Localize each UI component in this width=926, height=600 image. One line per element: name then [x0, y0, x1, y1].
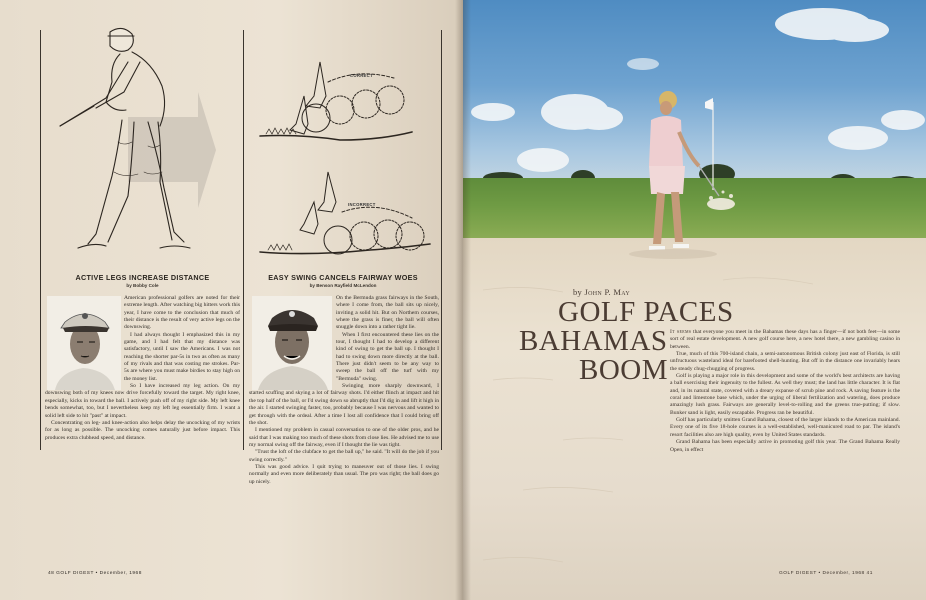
article1-body — [45, 295, 240, 515]
club-impact-diagram — [258, 60, 433, 260]
article1-title: ACTIVE LEGS INCREASE DISTANCE — [75, 273, 210, 282]
right-page-folio: GOLF DIGEST • December, 1968 41 — [779, 571, 873, 576]
article2-body — [249, 295, 439, 570]
lead-smallcaps: It seems — [670, 329, 692, 335]
article1-paragraph: American professional golfers are noted for their extreme length. After watching big hitters work this year, I have come to the conclusion that much of their distance is the result of very active legs on the downswing. — [124, 295, 240, 331]
figure-label-correct: CORRECT — [350, 73, 373, 78]
headline-line-3: BOOM — [579, 354, 669, 386]
article1-paragraph: So I have increased my leg action. On my downswing both of my knees now drive forcefully toward the target. My right knee, especially, kicks in toward the ball. I actively push off of my right side. My left knee bends somewhat, too, but I nevertheless keep my left leg essentially firm. I want a solid left side to hit "past" at impact. — [45, 383, 240, 419]
right-page — [463, 0, 926, 600]
headline-line-2: BAHAMAS — [519, 325, 668, 357]
article-paragraph: Golf has particularly smitten Grand Bahama, closest of the larger islands to the American mainland. Every one of its five 18-hole courses is a well-established, well-manicured road to par. The island's resort facilities also are high quality, even by United States standards. — [670, 417, 900, 438]
article2-title: EASY SWING CANCELS FAIRWAY WOES — [268, 273, 418, 282]
article-lead-paragraph — [670, 329, 900, 351]
article-paragraph: Grand Bahama has been especially active in promoting golf this year. The Grand Bahama Really Open, in effect — [670, 439, 900, 453]
figure-label-incorrect: INCORRECT — [348, 202, 376, 207]
article2-paragraph: This was good advice. I quit trying to maneuver out of those lies. I swing normally and even more deliberately than usual. The pro was right; the ball does go up nicely. — [249, 463, 439, 485]
gutter-shadow — [455, 0, 471, 600]
article1-byline: by Bobby Cole — [126, 283, 159, 288]
article2-paragraph: On the Bermuda grass fairways in the South, where I come from, the ball sits up nicely, inviting a solid hit. But on Northern courses, where the grass is finer, the ball will often snuggle down into a rather tight lie. — [336, 295, 439, 331]
article1-paragraph: I had always thought I emphasized this in my game, and I had felt that my distance was satisfactory, until I saw the Americans. I was not reaching the shorter par-5s in two as often as many of my rivals and that was costing me strokes. Par-5s are where you must make birdies to stay high on the money list. — [124, 331, 240, 382]
headline-line-1: GOLF PACES — [558, 296, 734, 328]
article2-paragraph: "Trust the loft of the clubface to get the ball up," he said. "It will do the job if you swing correctly." — [249, 449, 439, 463]
left-margin-rule — [40, 30, 41, 450]
article2-paragraph: Swinging more sharply downward, I started scuffing and skying a lot of fairway shots. I'd either flinch at impact and hit the top half of the ball, or I'd swing down so abruptly that I'd dig in and lift it high in the air. I started swinging faster, too, probably because I was nervous and wanted to get through with the ordeal. After a time I lost all confidence that I could bring off the shot. — [249, 383, 439, 426]
golfer-in-bunker-photo — [613, 80, 763, 270]
article-body — [670, 329, 900, 589]
lead-text: that everyone you meet in the Bahamas these days has a finger—if not both feet—in some sort of real estate development. A new golf course here, a new hotel there, a new gambling casino in between. — [670, 329, 900, 350]
byline-prefix: by — [573, 287, 585, 297]
left-page-folio: 48 GOLF DIGEST • December, 1968 — [48, 571, 142, 576]
article2-paragraph: When I first encountered these lies on the tour, I thought I had to develop a different kind of swing to get the ball up. I thought I had to swing down more directly at the ball. There just didn't seem to be any way to sweep the ball off the turf with my "Bermuda" swing. — [336, 331, 439, 382]
article1-paragraph: Concentrating on leg- and knee-action also helps delay the uncocking of my wrists for as long as possible. The uncocking comes naturally just before impact. This produces extra clubhead speed, and distance. — [45, 419, 240, 441]
article-paragraph: True, much of this 700-island chain, a semi-autonomous British colony just east of Florida, is still unfructuous wasteland ideal for barefooted shell-hunting. But off in the distance one invariably hears the steady chug-chugging of progress. — [670, 351, 900, 372]
right-margin-rule — [441, 30, 442, 450]
article2-paragraph: I mentioned my problem in casual conversation to one of the older pros, and he said that I was making too much of these shots from close lies. He advised me to use my normal swing off the fairway, even if I thought the lie was tight. — [249, 427, 439, 448]
article-paragraph: Golf is playing a major role in this development and some of the world's best architects are having a ball exercising their ingenuity to the fullest. As well they must; the land has little character. It is flat and, in its natural state, covered with a dreary expanse of scrub pine and rock. A saving feature is the coral and limestone base which, under the urging of liberal fertilization and watering, does produce amazingly lush grass. Fairways are generally level-to-rolling and the greens true-putting; if slow. Bunker sand is light, easily escapable. Progress ran be beautiful. — [670, 373, 900, 416]
byline-name: John P. May — [584, 287, 630, 297]
article2-byline: by Benson Rayfield McLendon — [309, 283, 377, 288]
center-column-rule — [243, 30, 244, 450]
golfer-swing-illustration — [48, 22, 228, 262]
